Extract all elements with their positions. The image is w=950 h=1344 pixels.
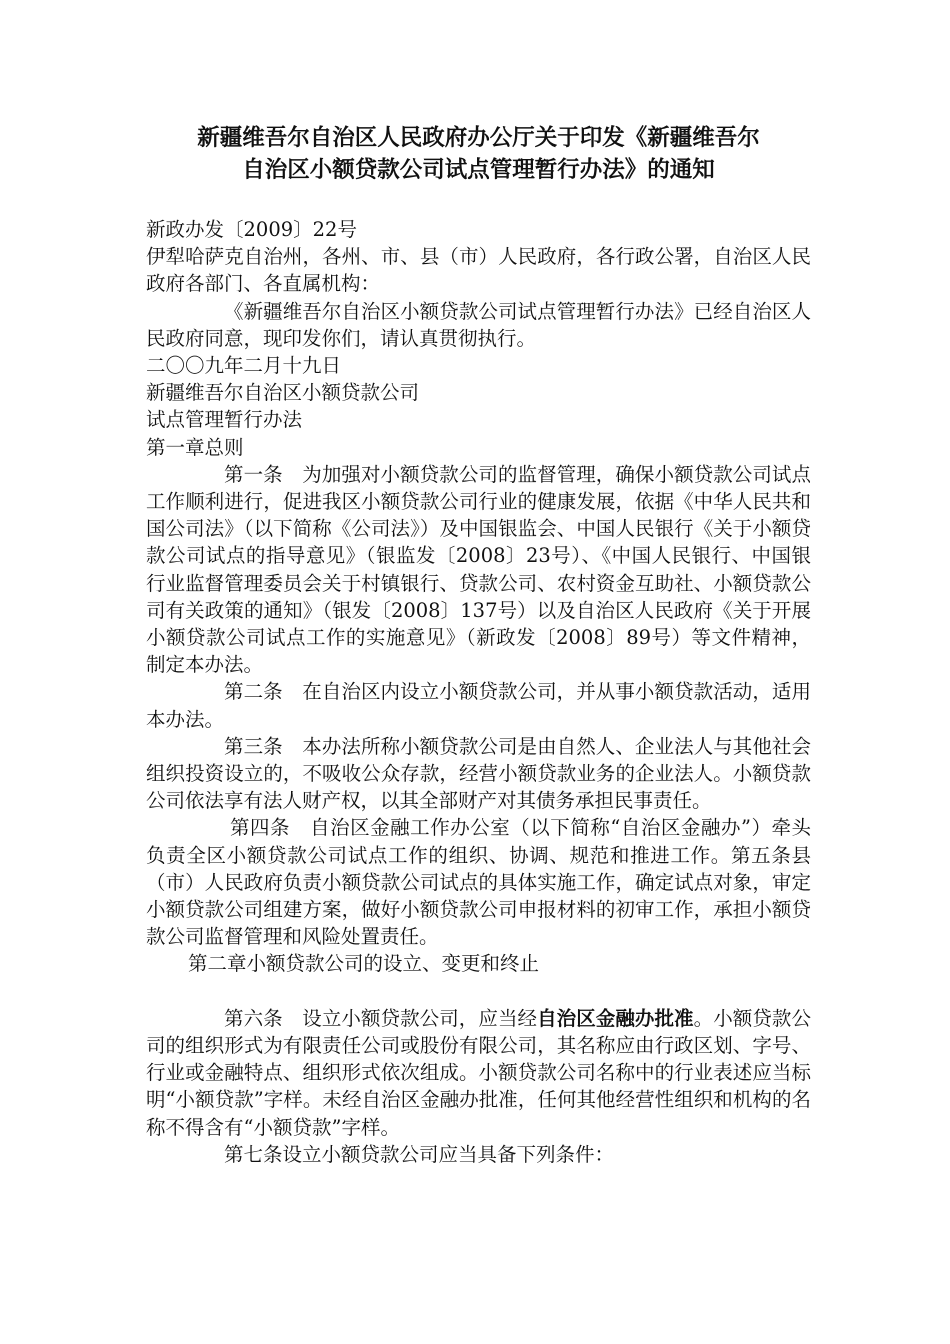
blank-line — [146, 978, 811, 1005]
issue-date: 二〇〇九年二月十九日 — [146, 354, 342, 378]
recipients: 伊犁哈萨克自治州，各州、市、县（市）人民政府，各行政公署，自治区人民政府各部门、各直属机构： — [146, 245, 811, 296]
sub-title-2: 试点管理暂行办法 — [146, 408, 303, 432]
article-6-text-a: 第六条 设立小额贷款公司，应当经 — [224, 1006, 538, 1030]
chapter-2-heading: 第二章小额贷款公司的设立、变更和终止 — [188, 952, 540, 976]
intro-paragraph: 《新疆维吾尔自治区小额贷款公司试点管理暂行办法》已经自治区人民政府同意，现印发你们，请认真贯彻执行。 — [146, 299, 811, 350]
article-4: 第四条 自治区金融工作办公室（以下简称“自治区金融办”）牵头负责全区小额贷款公司试点工作的组织、协调、规范和推进工作。第五条县（市）人民政府负责小额贷款公司试点的具体实施工作，确定试点对象，审定小额贷款公司组建方案，做好小额贷款公司申报材料的初审工作，承担小额贷款公司监督管理和风险处置责任。 — [146, 816, 811, 949]
article-7: 第七条设立小额贷款公司应当具备下列条件： — [224, 1142, 615, 1166]
article-6-emphasis: 自治区金融办批准 — [537, 1006, 694, 1030]
article-3: 第三条 本办法所称小额贷款公司是由自然人、企业法人与其他社会组织投资设立的，不吸收公众存款，经营小额贷款业务的企业法人。小额贷款公司依法享有法人财产权，以其全部财产对其债务承担民事责任。 — [146, 734, 811, 813]
title-line-1: 新疆维吾尔自治区人民政府办公厅关于印发《新疆维吾尔 — [197, 125, 760, 151]
document-title — [146, 122, 811, 186]
doc-number: 新政办发〔2009〕22号 — [146, 218, 357, 241]
article-1: 第一条 为加强对小额贷款公司的监督管理，确保小额贷款公司试点工作顺利进行，促进我区小额贷款公司行业的健康发展，依据《中华人民共和国公司法》（以下简称《公司法》）及中国银监会、中国人民银行《关于小额贷款公司试点的指导意见》（银监发〔2008〕23号）、《中国人民银行、中国银行业监督管理委员会关于村镇银行、贷款公司、农村资金互助社、小额贷款公司有关政策的通知》（银发〔2008〕137号）以及自治区人民政府《关于开展小额贷款公司试点工作的实施意见》（新政发〔2008〕89号）等文件精神，制定本办法。 — [146, 462, 811, 677]
article-6-text-b: 。小额贷款公司的组织形式为有限责任公司或股份有限公司，其名称应由行政区划、字号、行业或金融特点、组织形式依次组成。小额贷款公司名称中的行业表述应当标明“小额贷款”字样。未经自治区金融办批准，任何其他经营性组织和机构的名称不得含有“小额贷款”字样。 — [146, 1006, 811, 1139]
sub-title-1: 新疆维吾尔自治区小额贷款公司 — [146, 381, 420, 405]
article-2: 第二条 在自治区内设立小额贷款公司，并从事小额贷款活动，适用本办法。 — [146, 680, 811, 731]
title-line-2: 自治区小额贷款公司试点管理暂行办法》的通知 — [242, 157, 715, 183]
article-6 — [146, 1005, 811, 1141]
document-page — [146, 122, 811, 1168]
chapter-1-heading: 第一章总则 — [146, 435, 244, 459]
